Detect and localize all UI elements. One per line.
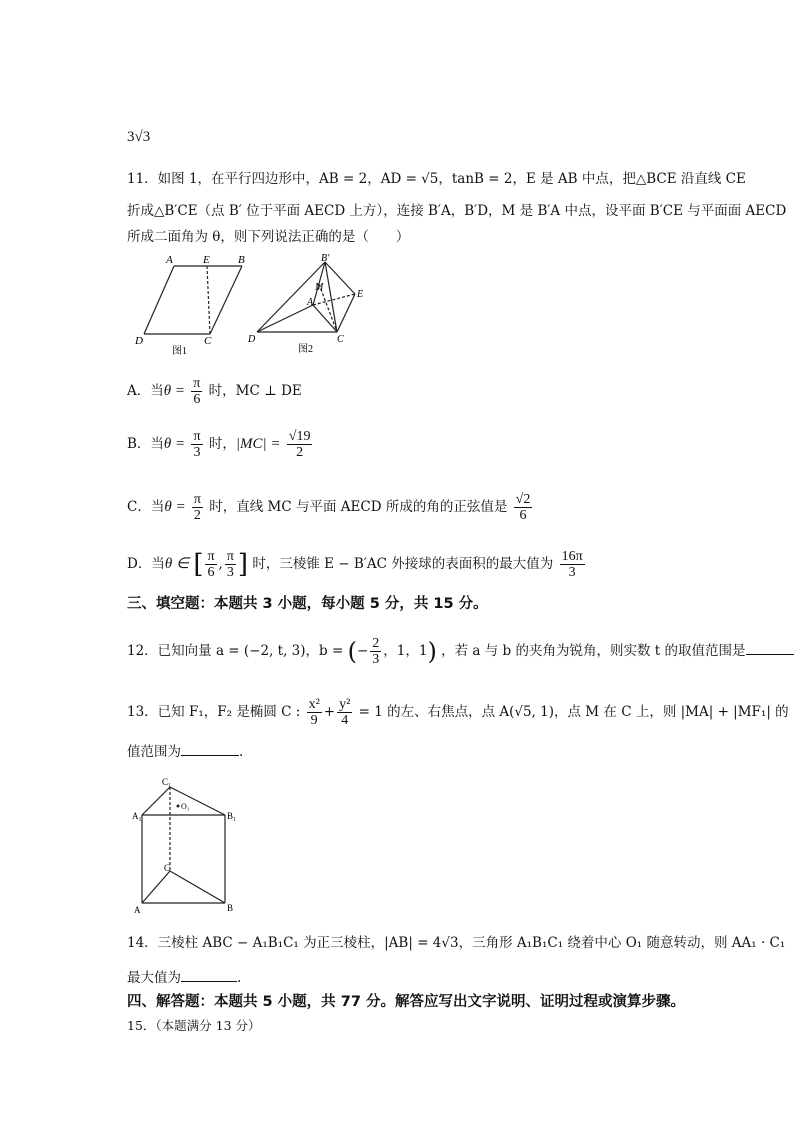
prism-label-b1: B₁ (227, 811, 237, 821)
previous-answer: 3√3 (127, 129, 151, 145)
fig1-caption: 图1 (172, 346, 187, 357)
prism-figure (130, 775, 245, 915)
q13-line-1: 13．已知 F₁，F₂ 是椭圆 C : $\frac{\text{x²}}{9}$ + $\frac{\text{y²}}{4}$ = 1 的左、右焦点，点 A(√5, 1)，点 M 在 C 上，则 |MA| + |MF₁| 的 (127, 697, 789, 728)
fig2-label-a: A (307, 297, 314, 308)
fig1-label-e: E (203, 254, 210, 266)
fig2-label-e: E (357, 289, 364, 300)
prism-label-b: B (227, 903, 234, 913)
option-a: A．当θ = $\frac{\pi}{6}$ 时，MC ⊥ DE (127, 376, 302, 407)
prism-label-c: C (164, 863, 171, 873)
fig1-label-b: B (238, 254, 245, 266)
q14-line-2: 最大值为 . (127, 970, 242, 986)
figure-1-parallelogram (132, 252, 257, 360)
fig1-label-a: A (166, 254, 173, 266)
fig2-label-c: C (337, 334, 344, 345)
prism-label-c1: C₁ (162, 777, 172, 787)
fig2-label-d: D (248, 334, 256, 345)
prism-label-o1: O₁ (181, 802, 190, 811)
prism-label-a1: A₁ (132, 811, 142, 821)
fig1-label-d: D (135, 335, 143, 347)
q14-line-1: 14．三棱柱 ABC − A₁B₁C₁ 为正三棱柱，|AB| = 4√3，三角形 A₁B₁C₁ 绕着中心 O₁ 随意转动，则 AA₁ · C₁ (127, 935, 786, 951)
prism-label-a: A (134, 905, 141, 915)
fig2-label-m: M (315, 282, 324, 293)
option-c: C．当θ = $\frac{\pi}{2}$ 时，直线 MC 与平面 AECD 所成的角的正弦值是 $\frac{√2}{6}$ (127, 492, 531, 523)
section-3-heading: 三、填空题：本题共 3 小题，每小题 5 分，共 15 分。 (127, 596, 488, 612)
q15-heading: 15．（本题满分 13 分） (127, 1018, 261, 1033)
q12: 12．已知向量 a = (−2, t, 3)，b = (− $\frac{2}{3}$ ，1，1) ，若 a 与 b 的夹角为锐角，则实数 t 的取值范围是 (127, 636, 794, 667)
option-b: B．当θ = $\frac{\pi}{3}$ 时，|MC| = $\frac{√19}{2}$ (127, 429, 311, 460)
option-d: D．当θ ∈ [ $\frac{\pi}{6}$ , $\frac{\pi}{3}$ ] 时，三棱锥 E − B′AC 外接球的表面积的最大值为 $\frac{16\pi}{3}$ (127, 549, 583, 580)
fig2-label-bprime: B′ (321, 253, 330, 264)
fig1-label-c: C (204, 335, 212, 347)
figure-2-folded-pyramid (245, 252, 375, 360)
q11-line-2: 折成△B′CE（点 B′ 位于平面 AECD 上方），连接 B′A，B′D，M 是 B′A 中点，设平面 B′CE 与平面面 AECD (127, 203, 787, 219)
center-point-o1 (177, 805, 180, 808)
q11-line-3: 所成二面角为 θ，则下列说法正确的是（ ） (127, 229, 410, 245)
section-4-heading: 四、解答题：本题共 5 小题，共 77 分。解答应写出文字说明、证明过程或演算步骤。 (127, 994, 685, 1010)
fig2-caption: 图2 (298, 344, 313, 355)
q13-line-2: 值范围为 . (127, 744, 244, 760)
q11-line-1: 11．如图 1，在平行四边形中，AB = 2，AD = √5，tanB = 2，E 是 AB 中点，把△BCE 沿直线 CE (127, 171, 746, 187)
